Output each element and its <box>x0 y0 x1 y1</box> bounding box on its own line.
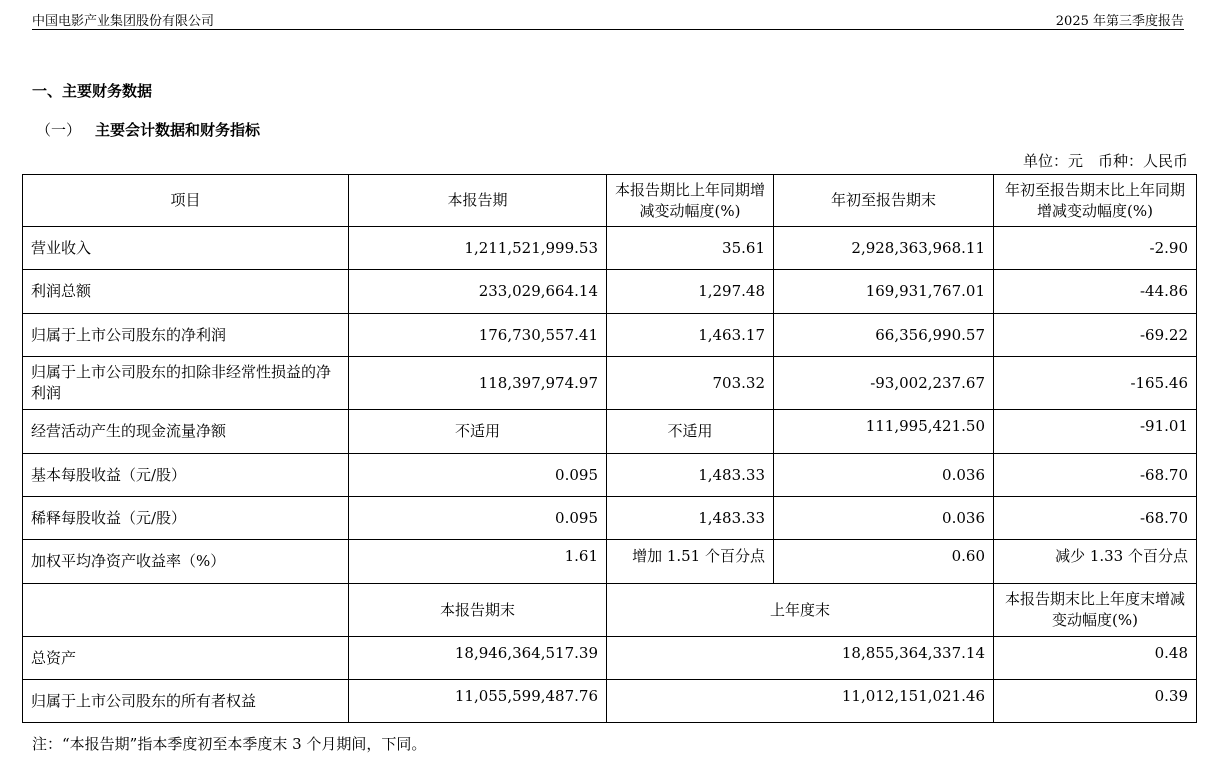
row-label: 利润总额 <box>23 270 349 314</box>
page-header <box>32 8 1184 30</box>
cell-value: -68.70 <box>994 497 1197 540</box>
cell-value: 18,946,364,517.39 <box>349 637 607 680</box>
table-row <box>23 497 1197 540</box>
row-label: 总资产 <box>23 637 349 680</box>
subsection-label: 主要会计数据和财务指标 <box>95 121 261 139</box>
cell-value: 0.036 <box>774 497 994 540</box>
cell-value: -68.70 <box>994 454 1197 497</box>
table-row <box>23 410 1197 454</box>
cell-value: -69.22 <box>994 314 1197 357</box>
row-label: 归属于上市公司股东的净利润 <box>23 314 349 357</box>
cell-value: 1,483.33 <box>607 454 774 497</box>
column-header: 上年度末 <box>607 584 994 637</box>
cell-value: 111,995,421.50 <box>774 410 994 454</box>
cell-value: 0.095 <box>349 497 607 540</box>
column-header: 本报告期比上年同期增减变动幅度(%) <box>607 175 774 227</box>
cell-value: 1,463.17 <box>607 314 774 357</box>
cell-value: -2.90 <box>994 227 1197 270</box>
cell-value: 0.39 <box>994 680 1197 723</box>
cell-value: -165.46 <box>994 357 1197 410</box>
column-header <box>23 584 349 637</box>
cell-value: 2,928,363,968.11 <box>774 227 994 270</box>
subsection-number: （一） <box>36 121 82 139</box>
cell-value: 0.036 <box>774 454 994 497</box>
row-label: 归属于上市公司股东的所有者权益 <box>23 680 349 723</box>
cell-value: 1,483.33 <box>607 497 774 540</box>
row-label: 基本每股收益（元/股） <box>23 454 349 497</box>
row-label: 归属于上市公司股东的扣除非经常性损益的净利润 <box>23 357 349 410</box>
row-label: 稀释每股收益（元/股） <box>23 497 349 540</box>
column-header: 年初至报告期末 <box>774 175 994 227</box>
cell-value: 0.095 <box>349 454 607 497</box>
footnote: 注：“本报告期”指本季度初至本季度末 3 个月期间，下同。 <box>32 735 427 753</box>
row-label: 经营活动产生的现金流量净额 <box>23 410 349 454</box>
cell-value: 169,931,767.01 <box>774 270 994 314</box>
column-header: 年初至报告期末比上年同期增减变动幅度(%) <box>994 175 1197 227</box>
table-row <box>23 637 1197 680</box>
cell-value: 35.61 <box>607 227 774 270</box>
column-header: 本报告期末 <box>349 584 607 637</box>
cell-value: 11,012,151,021.46 <box>607 680 994 723</box>
cell-value: 增加 1.51 个百分点 <box>607 540 774 584</box>
cell-value: -91.01 <box>994 410 1197 454</box>
row-label: 加权平均净资产收益率（%） <box>23 540 349 584</box>
cell-value: 1,297.48 <box>607 270 774 314</box>
section-title: 一、主要财务数据 <box>32 82 153 100</box>
table-row <box>23 314 1197 357</box>
financial-data-table <box>22 174 1197 723</box>
company-name: 中国电影产业集团股份有限公司 <box>32 14 215 29</box>
cell-value: 1.61 <box>349 540 607 584</box>
cell-value: 不适用 <box>607 410 774 454</box>
cell-value: 66,356,990.57 <box>774 314 994 357</box>
column-header: 本报告期 <box>349 175 607 227</box>
cell-value: 1,211,521,999.53 <box>349 227 607 270</box>
cell-value: -93,002,237.67 <box>774 357 994 410</box>
table-row <box>23 680 1197 723</box>
table-header-row <box>23 175 1197 227</box>
unit-label: 单位：元 币种：人民币 <box>1022 152 1188 170</box>
cell-value: 703.32 <box>607 357 774 410</box>
table-row <box>23 357 1197 410</box>
cell-value: 0.60 <box>774 540 994 584</box>
table-subheader-row <box>23 584 1197 637</box>
cell-value: 176,730,557.41 <box>349 314 607 357</box>
table-row <box>23 540 1197 584</box>
cell-value: 233,029,664.14 <box>349 270 607 314</box>
cell-value: 11,055,599,487.76 <box>349 680 607 723</box>
cell-value: 0.48 <box>994 637 1197 680</box>
table-row <box>23 454 1197 497</box>
subsection-title <box>36 119 260 140</box>
cell-value: 减少 1.33 个百分点 <box>994 540 1197 584</box>
table-row <box>23 270 1197 314</box>
column-header: 项目 <box>23 175 349 227</box>
cell-value: 118,397,974.97 <box>349 357 607 410</box>
column-header: 本报告期末比上年度末增减变动幅度(%) <box>994 584 1197 637</box>
report-title: 2025 年第三季度报告 <box>1055 14 1184 29</box>
row-label: 营业收入 <box>23 227 349 270</box>
cell-value: 不适用 <box>349 410 607 454</box>
cell-value: -44.86 <box>994 270 1197 314</box>
table-row <box>23 227 1197 270</box>
cell-value: 18,855,364,337.14 <box>607 637 994 680</box>
